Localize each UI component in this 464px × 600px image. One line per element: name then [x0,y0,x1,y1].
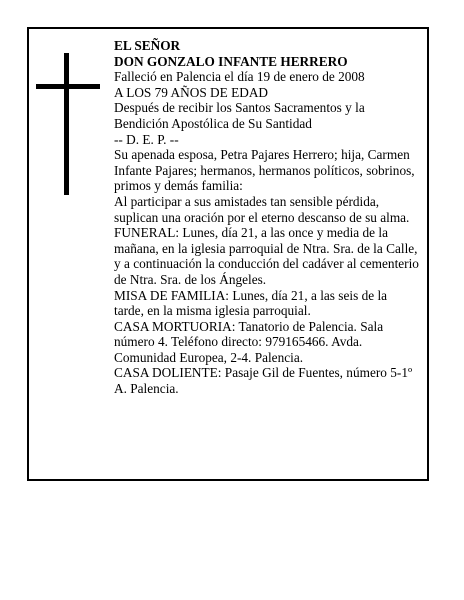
age-line: A LOS 79 AÑOS DE EDAD [114,84,269,100]
family-line: Su apenada esposa, Petra Pajares Herrero; hija, Carmen Infante Pajares; hermanos, hermanos políticos, sobrinos, primos y demás familia: [114,147,415,194]
cross-vertical-bar [64,53,69,195]
family-home-line: CASA DOLIENTE: Pasaje Gil de Fuentes, número 5-1º A. Palencia. [114,365,413,397]
funeral-home-line: CASA MORTUORIA: Tanatorio de Palencia. Sala número 4. Teléfono directo: 979165466. Avda. Comunidad Europea, 2-4. Palencia. [114,318,384,365]
latin-cross-icon [36,53,100,195]
heading-title: EL SEÑOR [114,38,181,53]
dep-line: -- D. E. P. -- [114,131,179,147]
mass-line: MISA DE FAMILIA: Lunes, día 21, a las seis de la tarde, en la misma iglesia parroquial. [114,287,388,319]
death-info: Falleció en Palencia el día 19 de enero de 2008 [114,69,365,85]
request-line: Al participar a sus amistades tan sensible pérdida, suplican una oración por el eterno descanso de su alma. [114,193,410,225]
funeral-line: FUNERAL: Lunes, día 21, a las once y media de la mañana, en la iglesia parroquial de Ntra. Sra. de la Calle, y a continuación la conducción del cadáver al cementerio de Ntra. Sra. de los Ángeles. [114,225,419,287]
deceased-name: DON GONZALO INFANTE HERRERO [114,53,348,69]
sacraments-line: Después de recibir los Santos Sacramentos y la Bendición Apostólica de Su Santidad [114,100,365,131]
obituary-text [114,38,420,397]
cross-horizontal-bar [36,84,100,89]
